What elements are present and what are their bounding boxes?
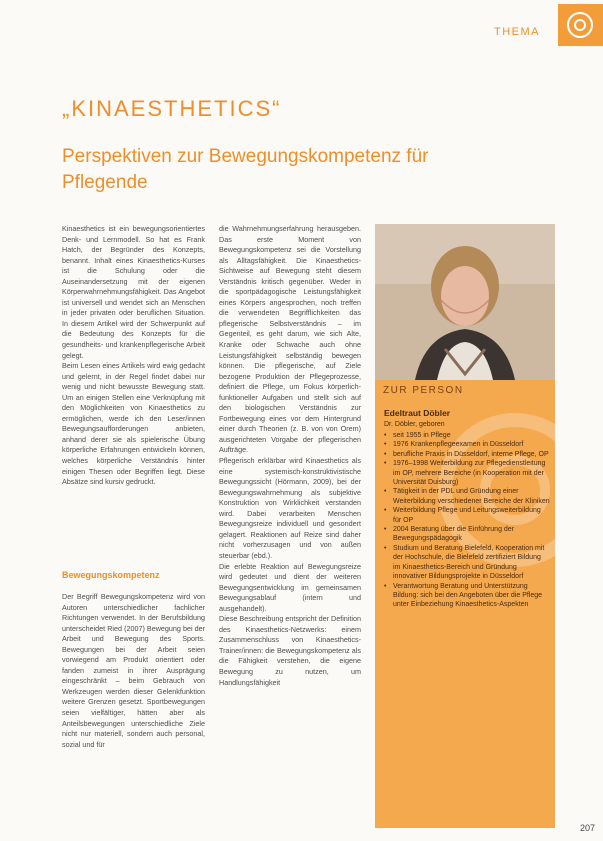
article-subtitle: Perspektiven zur Bewegungskompetenz für Pflegende: [62, 146, 429, 193]
body-text-column2: die Wahrnehmungserfahrung herausgeben. Das erste Moment von Bewegungskompetenz sei die Vorstellung als Alltagsfähigkeit. Die Kinaesthetics-Sichtweise auf Bewegung steht diesem Verständnis kritisch gegenüber. Weder in die sportpädagogische Leistungsfähigkeit eines Körpers angesprochen, noch treffen die verwendeten Begrifflichkeiten das pflegerische Selbstverständnis – im Gegenteil, es geht darum, wie sich Alte, Kranke oder Schwache auch ohne Leistungsfähigkeit selbständig bewegen können. Die pflegerische, auf Ziele bezogene Produktion der Pflegeprozesse, definiert die Pflege, um Fokus körperlich-funktioneller Aufgaben und stellt sich auf den biologischen Verständnis zur Fortbewegung eines vor dem Hintergrund einer durch Theorien (z. B. von von Orem) ausgerichteten Vorgabe der pflegerischen Aufträge. Pflegerisch erklärbar wird Kinaesthetics als eine systemisch-konstruktivistische Bewegungssicht (Hörmann, 2009), bei der Bewegungswahrnehmung als subjektive Konstruktion von Wirklichkeit verstanden wird. Dabei verarbeiten Menschen Bewegungsreize individuell und gesondert gelagert. Reaktionen auf Reize sind daher nicht vorherzusagen und von außen steuerbar (ebd.). Die erlebte Reaktion auf Bewegungsreize wird gedeutet und dient der weiteren Bewegungsentwicklung im gemeinsamen Bewegungsablauf (intern und ausgehandelt). Diese Beschreibung entspricht der Definition des Kinaesthetics-Netzwerks: einem Zusammenschluss von Kinaesthetics-Trainer/innen: die Bewegungskompetenz als die Fähigkeit verstehen, die eigene Bewegung zu nutzen, um Handlungsfähigkeit: [219, 224, 361, 687]
list-item: • Weiterbildung Pflege und Leitungsweiterbildung für OP: [384, 507, 541, 524]
page-number: 207: [580, 823, 596, 833]
list-item: • Verantwortung Beratung und Unterstützung Bildung: sich bei den Angeboten über die Pflege unter Einbeziehung Kinaesthetics-Aspekten: [384, 582, 543, 609]
person-name: Edeltraut Döbler: [384, 408, 451, 418]
sidebar-heading: ZUR PERSON: [383, 385, 464, 396]
list-item: • Tätigkeit in der PDL und Gründung einer Weiterbildung verschiedener Bereiche der Kliniken: [384, 488, 550, 505]
list-item: • 2004 Beratung über die Einführung der Bewegungspädagogik: [384, 526, 515, 543]
section-heading: Bewegungskompetenz: [62, 570, 160, 580]
article-title: „KINAESTHETICS“: [62, 96, 282, 121]
portrait-image: [375, 224, 555, 380]
body-column-1b: [62, 592, 205, 750]
section-logo-icon: [566, 11, 594, 39]
author-photo: [375, 224, 555, 380]
person-sidebar: [375, 380, 555, 828]
section-label: THEMA: [494, 26, 540, 38]
list-item: • 1976 Krankenpflegeexamen in Düsseldorf: [384, 441, 524, 449]
list-item: • 1976–1998 Weiterbildung zur Pflegedienstleitung im OP, mehrere Bereiche (in Kooperation mit der Universität Duisburg): [384, 460, 546, 487]
body-text-bewegung: Der Begriff Bewegungskompetenz wird von Autoren unterschiedlicher fachlicher Richtungen verwendet. In der Berufsbildung unterscheidet Ried (2007) Bewegung bei der Arbeit und Bewegung des Sports. Bewegungen bei der Arbeit seien vorwiegend am Produkt orientiert oder fanden zumeist in ihrer Ausprägung eingeschränkt – beim Gebrauch von Werkzeugen werden dieser Gelenkfunktion weitere Grenzen gesetzt. Sportbewegungen seien vielfältiger, hätten aber als Anteilsbewegungen unterschiedliche Ziele nicht nur materiell, sondern auch personal, sozial und für: [62, 592, 205, 749]
section-tab: [558, 4, 603, 46]
list-item: • seit 1955 in Pflege: [384, 432, 451, 439]
body-column-2: [219, 224, 361, 688]
list-item: • Studium und Beratung Bielefeld, Kooperation mit der Hochschule, die Bielefeld zertifiziert Bildung im Kinaesthetics-Bereich und Gründung innovativer Bildungsprojekte in Düsseldorf: [384, 544, 545, 581]
career-list: [384, 431, 550, 610]
list-item: • berufliche Praxis in Düsseldorf, interne Pflege, OP: [384, 450, 549, 458]
body-column-1: [62, 224, 205, 488]
body-text-intro: Kinaesthetics ist ein bewegungsorientiertes Denk- und Lernmodell. So hat es Frank Hatch, der Begründer des Konzepts, benannt. Inhalt eines Kinaesthetics-Kurses ist die Schulung oder die Auseinandersetzung mit der eigenen Körperwahrnehmungsfähigkeit. Das Angebot ist universell und wendet sich an Menschen in jeder privaten oder beruflichen Situation. In diesem Artikel wird der Schwerpunkt auf die Bedeutung des Konzepts für die gesundheits- und krankenpflegerische Arbeit gelegt. Beim Lesen eines Artikels wird ewig gedacht und gelernt, in der Regel findet dabei nur wenig und nicht bewusste Bewegung statt. Um an einigen Stellen eine Verknüpfung mit den Möglichkeiten von Kinaesthetics zu ermöglichen, werde ich den Leser/innen Bewegungsaufforderungen anbieten, anhand derer sie als spielerische Übung körperliche Erfahrungen entwickeln können, welches körperliche Verständnis hinter einigen Thesen oder Begriffen liegt. Diese Absätze sind kursiv gedruckt.: [62, 224, 205, 487]
person-birth: Dr. Döbler, geboren: [384, 421, 445, 428]
